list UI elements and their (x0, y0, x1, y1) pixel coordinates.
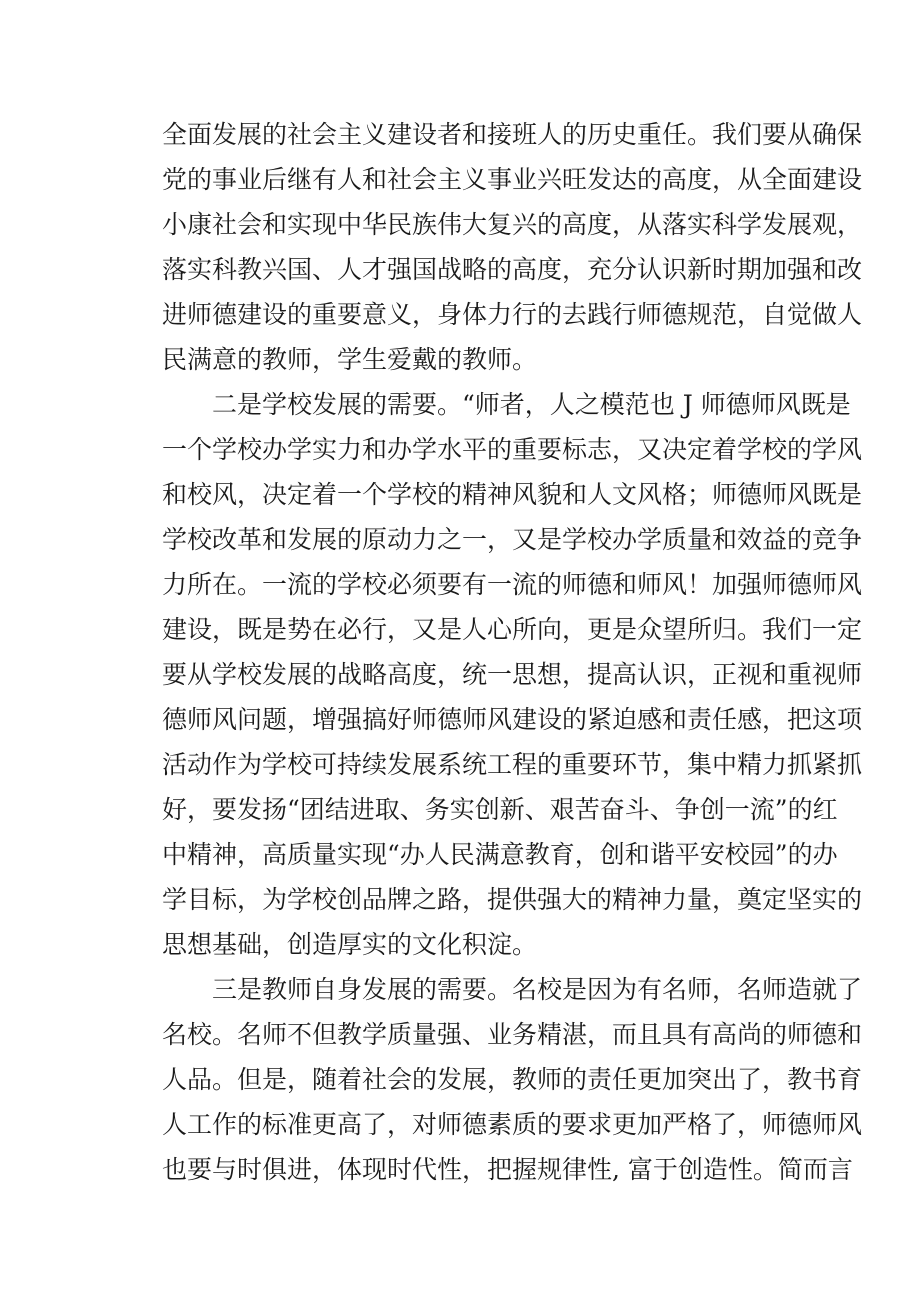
text-line: 民满意的教师，学生爱戴的教师。 (162, 345, 538, 374)
text-line: 落实科教兴国、人才强国战略的高度，充分认识新时期加强和改 (162, 255, 863, 284)
paragraph-2 (162, 382, 863, 967)
text-line: 名校。名师不但教学质量强、业务精湛，而且具有高尚的师德和 (162, 1020, 863, 1049)
text-line: 和校风，决定着一个学校的精神风貌和人文风格；师德师风既是 (162, 480, 863, 509)
text-line: 人品。但是，随着社会的发展，教师的责任更加突出了，教书育 (162, 1065, 863, 1094)
text-line: 要从学校发展的战略高度，统一思想，提高认识，正视和重视师 (162, 660, 863, 689)
text-line: 全面发展的社会主义建设者和接班人的历史重任。我们要从确保 (162, 120, 863, 149)
text-line: 三是教师自身发展的需要。名校是因为有名师，名师造就了 (212, 975, 863, 1004)
text-line: 思想基础，创造厚实的文化积淀。 (162, 930, 538, 959)
text-line: 也要与时俱进，体现时代性，把握规律性, 富于创造性。简而言 (162, 1155, 853, 1184)
text-line: 好，要发扬“团结进取、务实创新、艰苦奋斗、争创一流”的红 (162, 795, 838, 824)
text-line: 建设，既是势在必行，又是人心所向，更是众望所归。我们一定 (162, 615, 863, 644)
text-line: 学校改革和发展的原动力之一，又是学校办学质量和效益的竞争 (162, 525, 863, 554)
text-line: 德师风问题，增强搞好师德师风建设的紧迫感和责任感，把这项 (162, 705, 863, 734)
text-line: 二是学校发展的需要。“师者，人之模范也 J 师德师风既是 (212, 390, 851, 419)
text-line: 人工作的标准更高了，对师德素质的要求更加严格了，师德师风 (162, 1110, 863, 1139)
text-line: 中精神，高质量实现“办人民满意教育，创和谐平安校园”的办 (162, 840, 838, 869)
text-line: 活动作为学校可持续发展系统工程的重要环节，集中精力抓紧抓 (162, 750, 863, 779)
text-line: 一个学校办学实力和办学水平的重要标志，又决定着学校的学风 (162, 435, 863, 464)
body-text (162, 112, 863, 1192)
text-line: 力所在。一流的学校必须要有一流的师德和师风！加强师德师风 (162, 570, 863, 599)
paragraph-1 (162, 112, 863, 382)
text-line: 学目标，为学校创品牌之路，提供强大的精神力量，奠定坚实的 (162, 885, 863, 914)
text-line: 党的事业后继有人和社会主义事业兴旺发达的高度，从全面建设 (162, 165, 863, 194)
text-line: 小康社会和实现中华民族伟大复兴的高度，从落实科学发展观， (162, 210, 863, 239)
text-line: 进师德建设的重要意义，身体力行的去践行师德规范，自觉做人 (162, 300, 863, 329)
paragraph-3 (162, 967, 863, 1192)
